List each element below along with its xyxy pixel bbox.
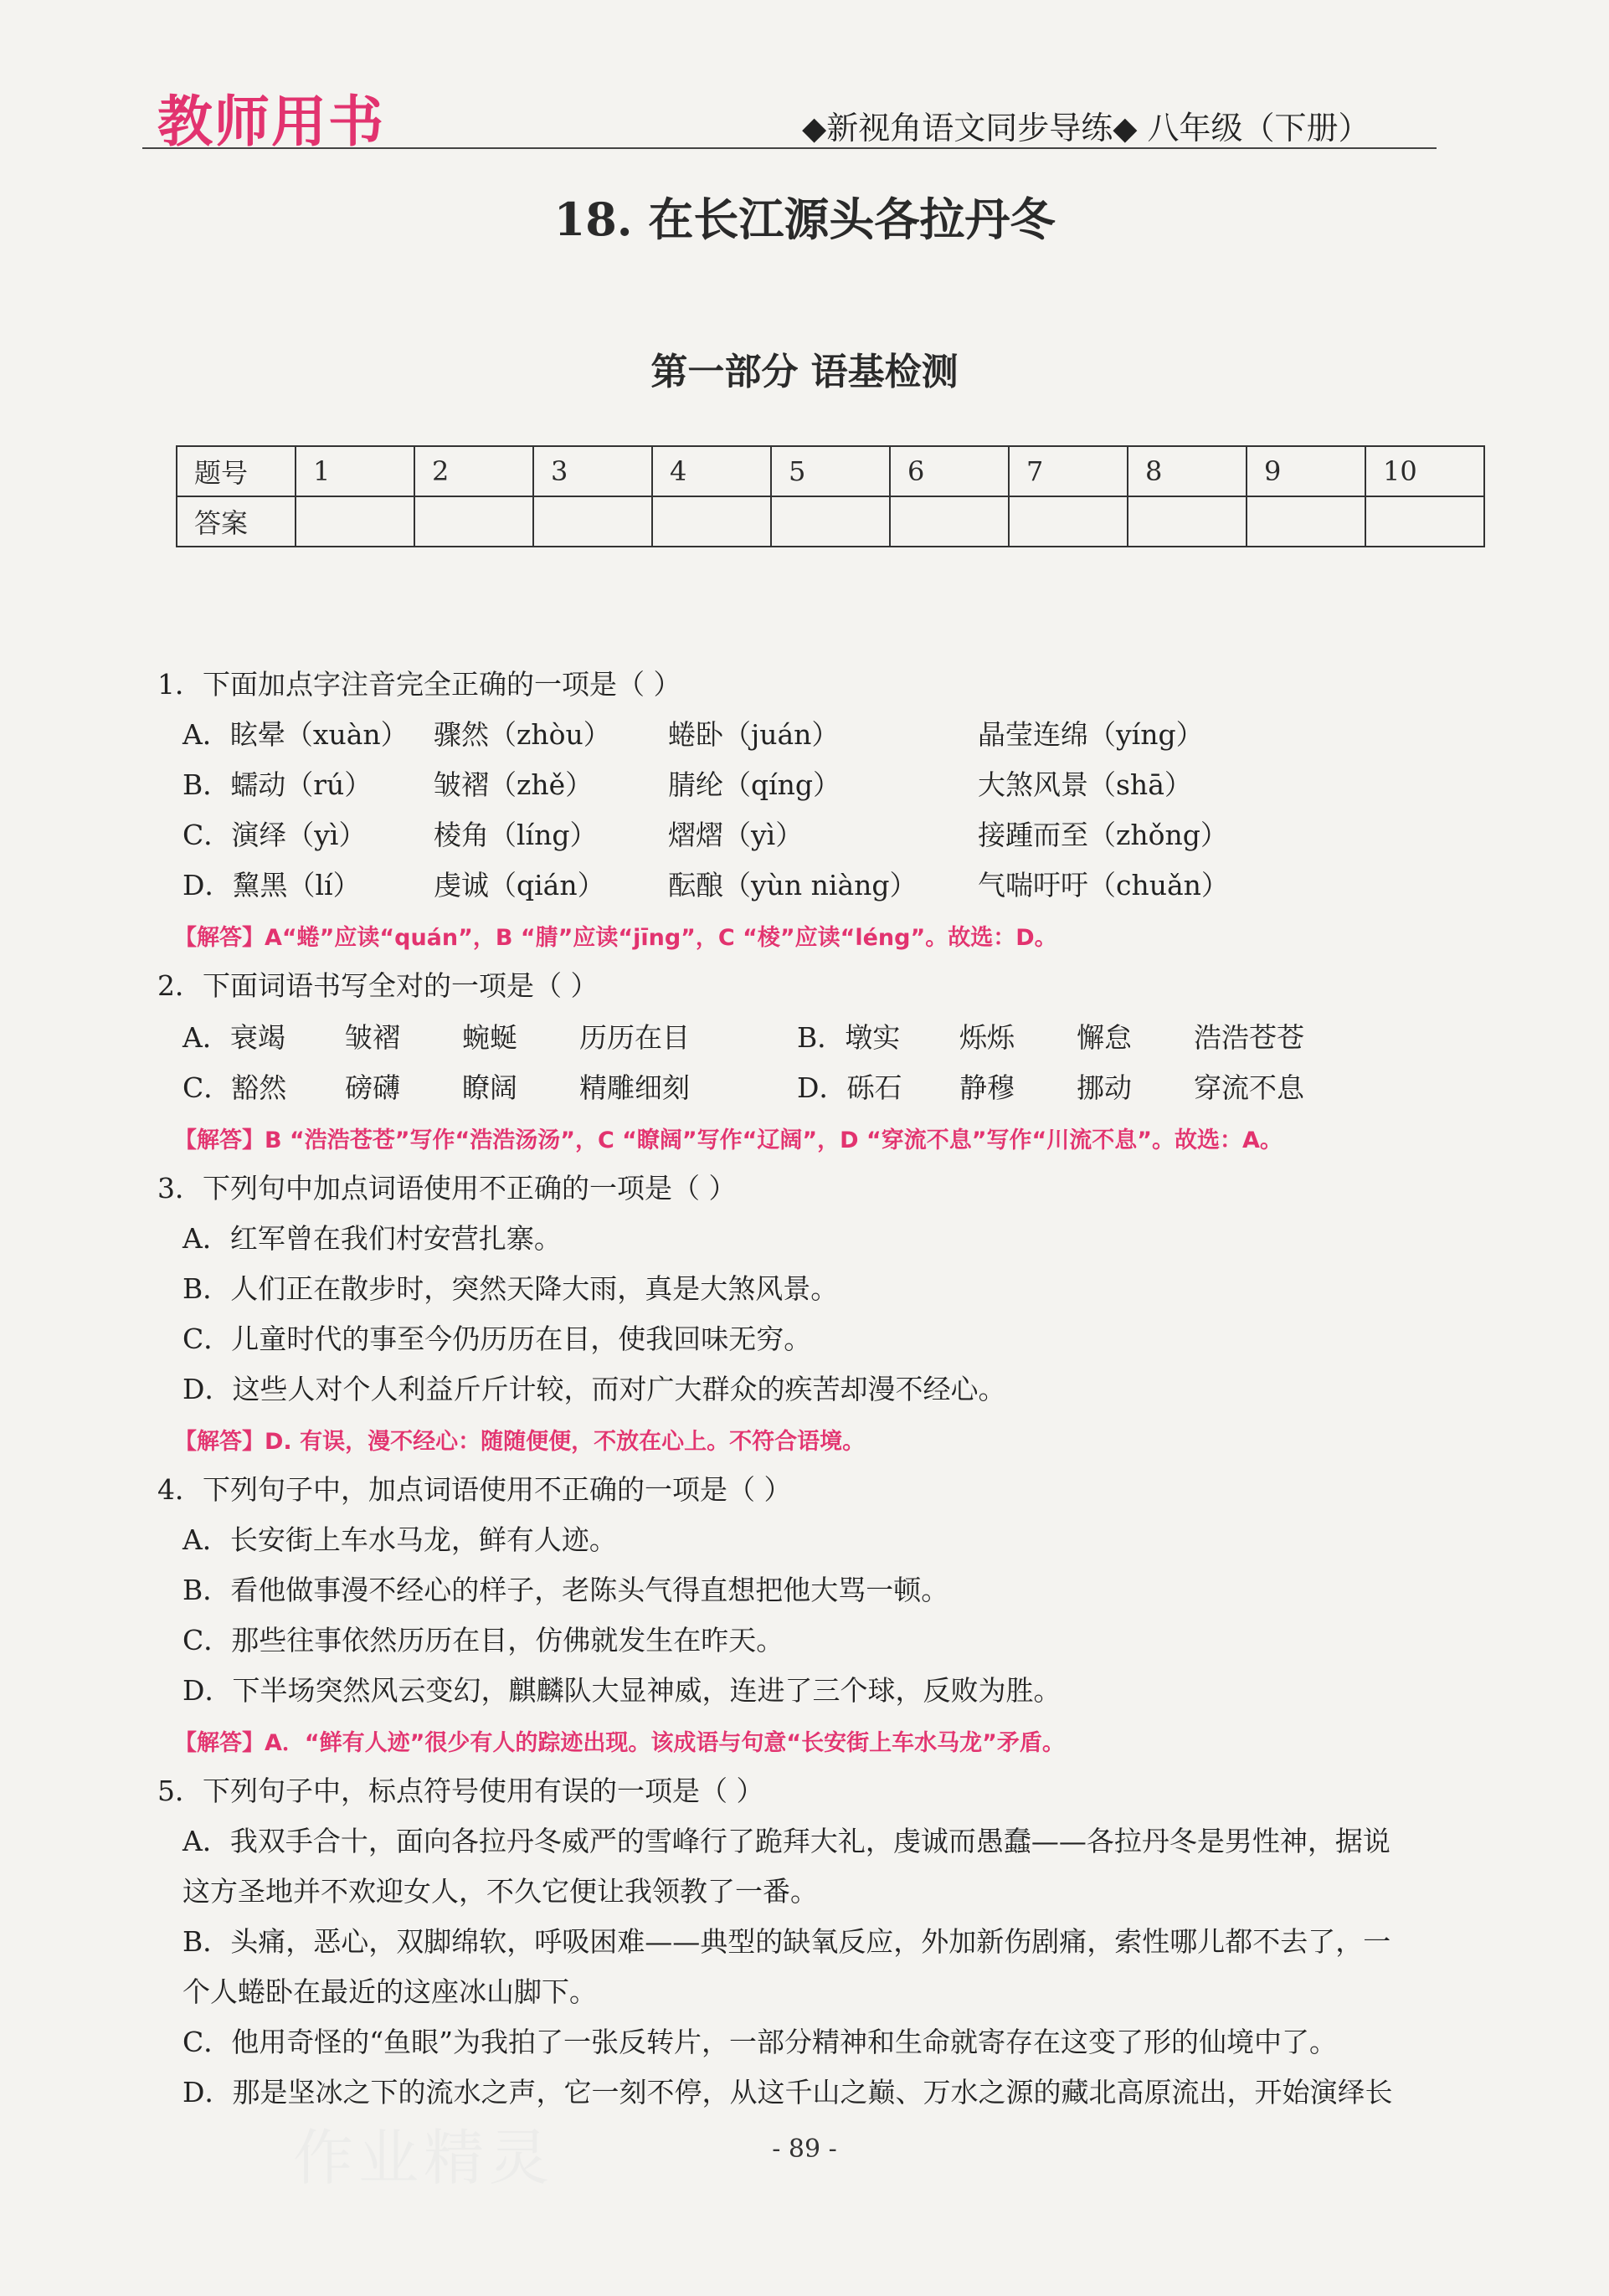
answer-cell — [533, 496, 652, 547]
table-cell: 10 — [1365, 446, 1484, 496]
q3-answer: 【解答】D. 有误，漫不经心：随随便便，不放在心上。不符合语境。 — [174, 1429, 866, 1455]
table-header-cell: 题号 — [177, 446, 296, 496]
q5-option-c: C．他用奇怪的“鱼眼”为我拍了一张反转片，一部分精神和生命就寄存在这变了形的仙境中了。 — [182, 2026, 1337, 2058]
q4-option-c: C．那些往事依然历历在目，仿佛就发生在昨天。 — [182, 1624, 784, 1657]
question-4-stem: 4．下列句子中，加点词语使用不正确的一项是（ ） — [157, 1473, 792, 1506]
q1-option-d-3: 酝酿（yùn niàng） — [668, 869, 918, 901]
q2-word: 蜿蜒 — [462, 1021, 517, 1054]
question-3-stem: 3．下列句中加点词语使用不正确的一项是（ ） — [157, 1172, 737, 1205]
table-row — [177, 496, 1484, 547]
q3-option-c: C．儿童时代的事至今仍历历在目，使我回味无穷。 — [182, 1323, 812, 1355]
q2-word: 浩浩苍苍 — [1194, 1021, 1304, 1054]
answer-cell — [296, 496, 414, 547]
q1-option-c-2: 棱角（líng） — [434, 819, 598, 851]
answer-cell — [1365, 496, 1484, 547]
answer-cell — [1128, 496, 1247, 547]
q1-option-b-4: 大煞风景（shā） — [978, 768, 1192, 801]
table-cell: 6 — [890, 446, 1009, 496]
table-row — [177, 446, 1484, 496]
table-cell: 5 — [771, 446, 890, 496]
q1-option-a-1: A．眩晕（xuàn） — [182, 718, 409, 751]
q3-option-b: B．人们正在散步时，突然天降大雨，真是大煞风景。 — [182, 1272, 839, 1305]
table-cell: 2 — [414, 446, 533, 496]
series-title: ◆新视角语文同步导练◆ 八年级（下册） — [802, 110, 1370, 146]
q1-option-b-2: 皱褶（zhě） — [434, 768, 594, 801]
page-number: - 89 - — [772, 2134, 837, 2164]
page-title: 18. 在长江源头各拉丹冬 — [553, 193, 1056, 246]
answer-cell — [890, 496, 1009, 547]
q2-word: 磅礴 — [345, 1071, 400, 1104]
q1-option-a-3: 蜷卧（juán） — [668, 718, 840, 751]
q1-option-b-3: 腈纶（qíng） — [668, 768, 841, 801]
question-5-stem: 5．下列句子中，标点符号使用有误的一项是（ ） — [157, 1775, 764, 1807]
table-cell: 7 — [1009, 446, 1128, 496]
q4-option-a: A．长安街上车水马龙，鲜有人迹。 — [182, 1523, 617, 1556]
q4-option-b: B．看他做事漫不经心的样子，老陈头气得直想把他大骂一顿。 — [182, 1574, 949, 1606]
header-rule — [142, 147, 1437, 149]
q1-option-c-4: 接踵而至（zhǒng） — [978, 819, 1228, 851]
q2-word: 穿流不息 — [1194, 1071, 1304, 1104]
q5-option-d: D．那是坚冰之下的流水之声，它一刻不停，从这千山之巅、万水之源的藏北高原流出，开始演绎长 — [182, 2076, 1393, 2109]
answer-table — [176, 445, 1485, 547]
q1-option-c-3: 熠熠（yì） — [668, 819, 804, 851]
q2-word: 历历在目 — [579, 1021, 690, 1054]
q4-answer: 【解答】A．“鲜有人迹”很少有人的踪迹出现。该成语与句意“长安街上车水马龙”矛盾。 — [174, 1730, 1065, 1756]
q2-word: 瞭阔 — [462, 1071, 517, 1104]
q2-word: 皱褶 — [345, 1021, 400, 1054]
table-cell: 8 — [1128, 446, 1247, 496]
question-1-stem: 1．下面加点字注音完全正确的一项是（ ） — [157, 668, 681, 701]
q2-word: 挪动 — [1077, 1071, 1132, 1104]
answer-cell — [652, 496, 771, 547]
q1-option-a-4: 晶莹连绵（yíng） — [978, 718, 1204, 751]
q2-word: 精雕细刻 — [579, 1071, 690, 1104]
q2-answer: 【解答】B “浩浩苍苍”写作“浩浩汤汤”，C “瞭阔”写作“辽阔”，D “穿流不息”写作“川流不息”。故选：A。 — [174, 1127, 1283, 1153]
table-cell: 9 — [1247, 446, 1365, 496]
q1-option-d-4: 气喘吁吁（chuǎn） — [978, 869, 1229, 901]
q5-option-a-cont: 这方圣地并不欢迎女人，不久它便让我领教了一番。 — [182, 1875, 818, 1908]
question-2-stem: 2．下面词语书写全对的一项是（ ） — [157, 969, 599, 1002]
q1-option-d-1: D．黧黑（lí） — [182, 869, 361, 901]
table-cell: 3 — [533, 446, 652, 496]
q2-word: D．砾石 — [797, 1071, 902, 1104]
table-cell: 1 — [296, 446, 414, 496]
table-cell: 4 — [652, 446, 771, 496]
q3-option-a: A．红军曾在我们村安营扎寨。 — [182, 1222, 562, 1255]
q2-word: 烁烁 — [959, 1021, 1015, 1054]
q1-option-a-2: 骤然（zhòu） — [434, 718, 611, 751]
section-title: 第一部分 语基检测 — [650, 351, 959, 393]
answer-cell — [1247, 496, 1365, 547]
q4-option-d: D．下半场突然风云变幻，麒麟队大显神威，连进了三个球，反败为胜。 — [182, 1674, 1062, 1707]
watermark: 作业精灵 — [293, 2123, 555, 2193]
answer-cell — [414, 496, 533, 547]
q2-word: B．墩实 — [797, 1021, 901, 1054]
q1-option-d-2: 虔诚（qián） — [434, 869, 605, 901]
answer-cell — [771, 496, 890, 547]
q5-option-b: B．头痛，恶心，双脚绵软，呼吸困难——典型的缺氧反应，外加新伤剧痛，索性哪儿都不去了，一 — [182, 1925, 1391, 1958]
q2-word: A．衰竭 — [182, 1021, 285, 1054]
q2-word: 懈怠 — [1077, 1021, 1132, 1054]
q5-option-a: A．我双手合十，面向各拉丹冬威严的雪峰行了跪拜大礼，虔诚而愚蠢——各拉丹冬是男性神，据说 — [182, 1825, 1391, 1857]
q1-option-b-1: B．蠕动（rú） — [182, 768, 373, 801]
brand-title: 教师用书 — [157, 90, 385, 154]
q3-option-d: D．这些人对个人利益斤斤计较，而对广大群众的疾苦却漫不经心。 — [182, 1373, 1006, 1405]
q2-word: 静穆 — [959, 1071, 1015, 1104]
q2-word: C．豁然 — [182, 1071, 287, 1104]
q1-answer: 【解答】A“蜷”应读“quán”，B “腈”应读“jīng”，C “棱”应读“léng”。故选：D。 — [174, 925, 1057, 951]
answer-cell — [1009, 496, 1128, 547]
table-header-cell: 答案 — [177, 496, 296, 547]
q1-option-c-1: C．演绎（yì） — [182, 819, 367, 851]
q5-option-b-cont: 个人蜷卧在最近的这座冰山脚下。 — [182, 1975, 597, 2008]
